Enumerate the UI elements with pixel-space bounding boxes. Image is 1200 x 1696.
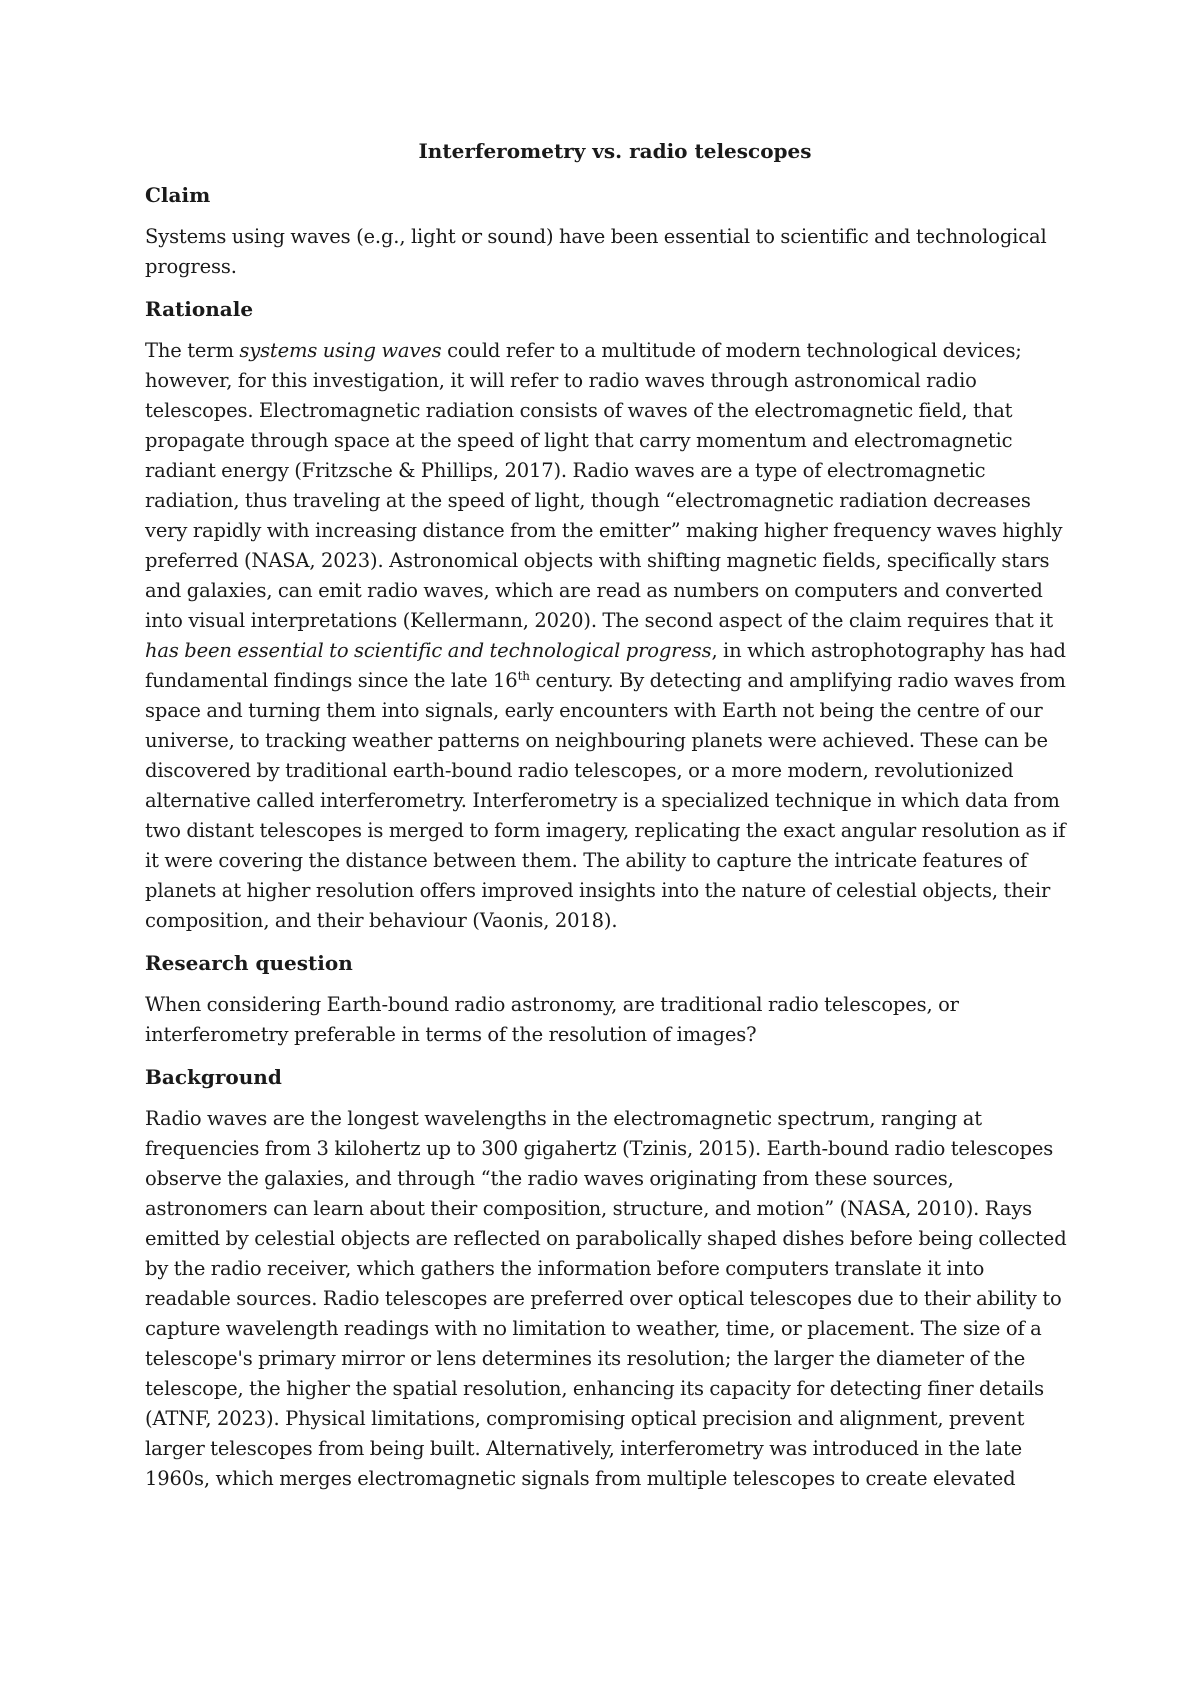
research-question-paragraph: When considering Earth-bound radio astronomy, are traditional radio telescopes, or interferometry preferable in terms of the resolution of images? [145, 993, 959, 1046]
research-question-heading: Research question [145, 951, 353, 975]
rationale-paragraph [145, 336, 1070, 936]
background-paragraph: Radio waves are the longest wavelengths in the electromagnetic spectrum, ranging at frequencies from 3 kilohertz up to 300 gigahertz (Tzinis, 2015). Earth-bound radio telescopes observe the galaxies, and through “the radio waves originating from these sources, astronomers can learn about their composition, structure, and motion” (NASA, 2010). Rays emitted by celestial objects are reflected on parabolically shaped dishes before being collected by the radio receiver, which gathers the information before computers translate it into readable sources. Radio telescopes are preferred over optical telescopes due to their ability to capture wavelength readings with no limitation to weather, time, or placement. The size of a telescope's primary mirror or lens determines its resolution; the larger the diameter of the telescope, the higher the spatial resolution, enhancing its capacity for detecting finer details (ATNF, 2023). Physical limitations, compromising optical precision and alignment, prevent larger telescopes from being built. Alternatively, interferometry was introduced in the late 1960s, which merges electromagnetic signals from multiple telescopes to create elevated [145, 1107, 1067, 1490]
rationale-emphasis-systems: systems using waves [239, 339, 442, 362]
document-title: Interferometry vs. radio telescopes [418, 139, 812, 163]
rationale-text-middle: could refer to a multitude of modern technological devices; however, for this investigation, it will refer to radio waves through astronomical radio telescopes. Electromagnetic radiation consists of waves of the electromagnetic field, that propagate through space at the speed of light that carry momentum and electromagnetic radiant energy (Fritzsche & Phillips, 2017). Radio waves are a type of electromagnetic radiation, thus traveling at the speed of light, though “electromagnetic radiation decreases very rapidly with increasing distance from the emitter” making higher frequency waves highly preferred (NASA, 2023). Astronomical objects with shifting magnetic fields, specifically stars and galaxies, can emit radio waves, which are read as numbers on computers and converted into visual interpretations (Kellermann, 2020). The second aspect of the claim requires that it [145, 339, 1063, 632]
claim-heading: Claim [145, 183, 211, 207]
claim-paragraph: Systems using waves (e.g., light or sound) have been essential to scientific and technological progress. [145, 225, 1047, 278]
rationale-superscript: th [517, 669, 530, 683]
rationale-emphasis-progress: has been essential to scientific and technological progress [145, 639, 712, 662]
rationale-text-after-emphasis: , in which astrophotography has had fundamental findings since the late 16 [145, 639, 1066, 692]
rationale-text-start: The term [145, 339, 240, 362]
background-heading: Background [145, 1065, 282, 1089]
rationale-heading: Rationale [145, 297, 254, 321]
rationale-text-end: century. By detecting and amplifying radio waves from space and turning them into signals, early encounters with Earth not being the centre of our universe, to tracking weather patterns on neighbouring planets were achieved. These can be discovered by traditional earth-bound radio telescopes, or a more modern, revolutionized alternative called interferometry. Interferometry is a specialized technique in which data from two distant telescopes is merged to form imagery, replicating the exact angular resolution as if it were covering the distance between them. The ability to capture the intricate features of planets at higher resolution offers improved insights into the nature of celestial objects, their composition, and their behaviour (Vaonis, 2018). [145, 669, 1066, 932]
